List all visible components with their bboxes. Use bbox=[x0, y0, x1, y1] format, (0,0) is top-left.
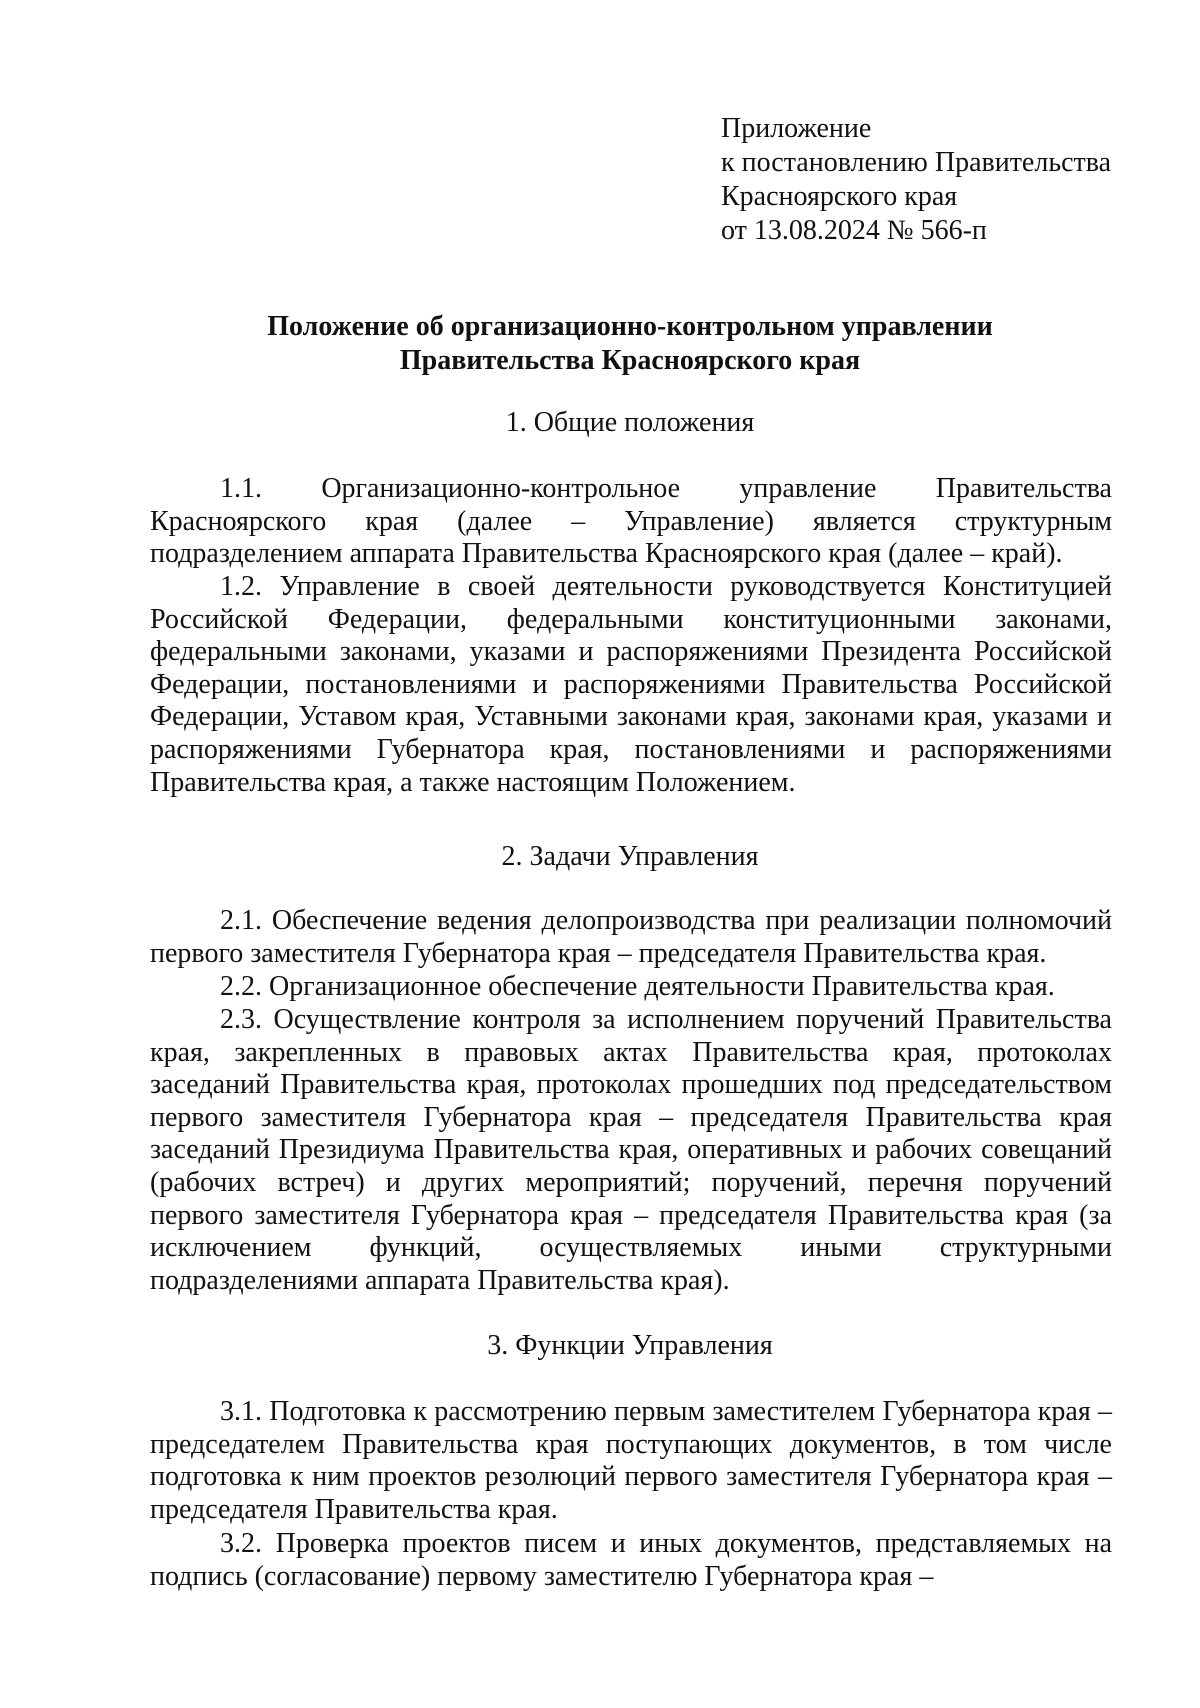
appendix-line-4: от 13.08.2024 № 566-п bbox=[721, 215, 987, 246]
appendix-block bbox=[721, 112, 1111, 248]
title-line-1: Положение об организационно-контрольном управлении bbox=[267, 311, 993, 342]
section-heading-tasks: 2. Задачи Управления bbox=[501, 841, 759, 872]
document-title bbox=[150, 310, 1110, 378]
appendix-line-3: Красноярского края bbox=[721, 181, 958, 212]
paragraph-2-2: 2.2. Организационное обеспечение деятельности Правительства края. bbox=[220, 971, 1055, 1002]
section-heading-functions: 3. Функции Управления bbox=[487, 1330, 773, 1361]
paragraph-1-2: 1.2. Управление в своей деятельности руководствуется Конституцией Российской Федерации, федеральными конституционными законами, федеральными законами, указами и распоряжениями Президента Российской Федерации, постановлениями и распоряжениями Правительства Российской Федерации, Уставом края, Уставными законами края, законами края, указами и распоряжениями Губернатора края, постановлениями и распоряжениями Правительства края, а также настоящим Положением. bbox=[150, 571, 1112, 798]
section-heading-general: 1. Общие положения bbox=[505, 407, 755, 438]
appendix-line-1: Приложение bbox=[721, 113, 872, 144]
appendix-line-2: к постановлению Правительства bbox=[721, 147, 1112, 178]
paragraph-2-3: 2.3. Осуществление контроля за исполнением поручений Правительства края, закрепленных в правовых актах Правительства края, протоколах заседаний Правительства края, протоколах прошедших под председательством первого заместителя Губернатора края – председателя Правительства края заседаний Президиума Правительства края, оперативных и рабочих совещаний (рабочих встреч) и других мероприятий; поручений, перечня поручений первого заместителя Губернатора края – председателя Правительства края (за исключением функций, осуществляемых иными структурными подразделениями аппарата Правительства края). bbox=[150, 1004, 1112, 1296]
paragraph-1-1: 1.1. Организационно-контрольное управление Правительства Красноярского края (далее – Управление) является структурным подразделением аппарата Правительства Красноярского края (далее – край). bbox=[150, 473, 1112, 570]
paragraph-3-1: 3.1. Подготовка к рассмотрению первым заместителем Губернатора края – председателем Правительства края поступающих документов, в том числе подготовка к ним проектов резолюций первого заместителя Губернатора края – председателя Правительства края. bbox=[150, 1396, 1112, 1525]
title-line-2: Правительства Красноярского края bbox=[399, 345, 861, 376]
paragraph-3-2: 3.2. Проверка проектов писем и иных документов, представляемых на подпись (согласование) первому заместителю Губернатора края – bbox=[150, 1528, 1112, 1592]
paragraph-2-1: 2.1. Обеспечение ведения делопроизводства при реализации полномочий первого заместителя Губернатора края – председателя Правительства края. bbox=[150, 905, 1112, 969]
